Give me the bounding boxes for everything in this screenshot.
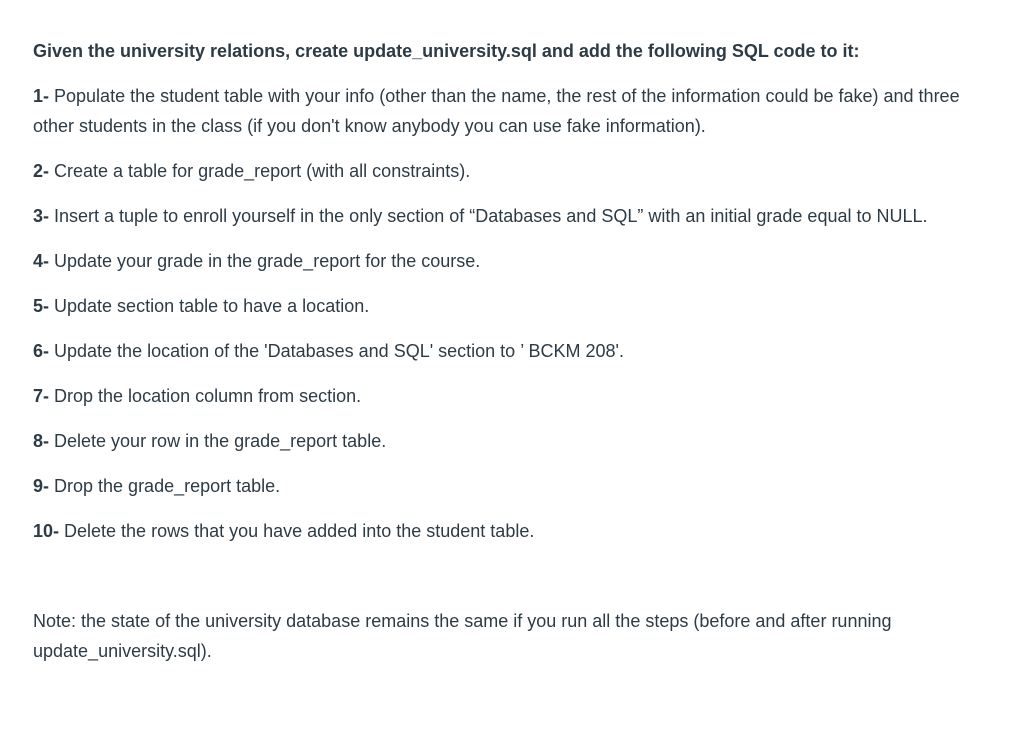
step-number: 6- xyxy=(33,341,50,361)
step-text: Delete the rows that you have added into the student table. xyxy=(59,521,535,541)
assignment-heading: Given the university relations, create update_university.sql and add the following SQL code to it: xyxy=(33,41,860,61)
step-text: Delete your row in the grade_report table. xyxy=(49,431,387,451)
step-2 xyxy=(33,156,993,186)
step-text: Update the location of the 'Databases and SQL' section to ’ BCKM 208'. xyxy=(49,341,624,361)
step-number: 2- xyxy=(33,161,50,181)
assignment-content xyxy=(33,36,993,666)
step-text: Update section table to have a location. xyxy=(49,296,370,316)
step-9 xyxy=(33,471,993,501)
step-text: Drop the grade_report table. xyxy=(49,476,281,496)
step-number: 8- xyxy=(33,431,50,451)
step-4 xyxy=(33,246,993,276)
step-text: Populate the student table with your info (other than the name, the rest of the information could be fake) and three other students in the class (if you don't know anybody you can use fake information). xyxy=(33,86,960,136)
step-7 xyxy=(33,381,993,411)
step-number: 10- xyxy=(33,521,60,541)
step-text: Drop the location column from section. xyxy=(49,386,362,406)
step-3 xyxy=(33,201,993,231)
step-number: 7- xyxy=(33,386,50,406)
step-number: 3- xyxy=(33,206,50,226)
step-5 xyxy=(33,291,993,321)
step-6 xyxy=(33,336,993,366)
step-10 xyxy=(33,516,993,546)
step-number: 1- xyxy=(33,86,50,106)
step-text: Create a table for grade_report (with all constraints). xyxy=(49,161,471,181)
step-number: 4- xyxy=(33,251,50,271)
step-number: 5- xyxy=(33,296,50,316)
note-text: Note: the state of the university database remains the same if you run all the steps (before and after running update_university.sql). xyxy=(33,611,892,661)
step-text: Insert a tuple to enroll yourself in the only section of “Databases and SQL” with an initial grade equal to NULL. xyxy=(49,206,928,226)
step-8 xyxy=(33,426,993,456)
step-1 xyxy=(33,81,993,141)
step-number: 9- xyxy=(33,476,50,496)
step-text: Update your grade in the grade_report for the course. xyxy=(49,251,481,271)
